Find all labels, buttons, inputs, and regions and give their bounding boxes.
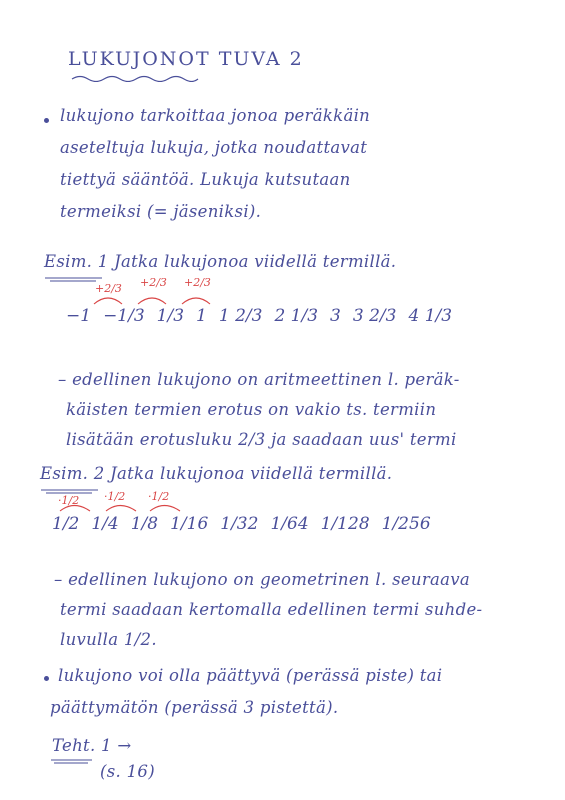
sequence-term: 1/3 bbox=[156, 306, 185, 326]
sequence-term: 3 2/3 bbox=[352, 306, 397, 326]
bullet2-line: lukujono voi olla päättyvä (perässä piste) tai bbox=[58, 666, 443, 685]
page-title: LUKUJONOT TUVA 2 bbox=[68, 48, 304, 70]
sequence-2 bbox=[52, 514, 443, 534]
multiplier-annotation: ·1/2 bbox=[58, 494, 80, 507]
sequence-term: 1/64 bbox=[270, 514, 309, 534]
bullet-dot bbox=[44, 676, 49, 681]
sequence-term: −1/3 bbox=[103, 306, 145, 326]
multiplier-arrows bbox=[56, 500, 196, 514]
sequence-term: 1/32 bbox=[220, 514, 259, 534]
increment-annotation: +2/3 bbox=[184, 276, 211, 289]
sequence-term: 4 1/3 bbox=[408, 306, 453, 326]
example1-note-line: käisten termien erotus on vakio ts. termiin bbox=[66, 400, 437, 419]
intro-line: tiettyä sääntöä. Lukuja kutsutaan bbox=[60, 170, 351, 189]
example2-heading: Esim. 2 Jatka lukujonoa viidellä termillä. bbox=[40, 464, 393, 483]
example2-note-line: luvulla 1/2. bbox=[60, 630, 157, 649]
sequence-term: 3 bbox=[330, 306, 341, 326]
multiplier-annotation: ·1/2 bbox=[148, 490, 170, 503]
multiplier-annotation: ·1/2 bbox=[104, 490, 126, 503]
increment-annotation: +2/3 bbox=[140, 276, 167, 289]
sequence-1 bbox=[66, 306, 464, 326]
sequence-term: −1 bbox=[66, 306, 92, 326]
example1-note-line: – edellinen lukujono on aritmeettinen l. peräk- bbox=[58, 370, 460, 389]
intro-line: lukujono tarkoittaa jonoa peräkkäin bbox=[60, 106, 371, 125]
sequence-term: 1/8 bbox=[130, 514, 159, 534]
task-underline bbox=[50, 758, 94, 764]
example2-note-line: termi saadaan kertomalla edellinen termi suhde- bbox=[60, 600, 483, 619]
intro-line: termeiksi (= jäseniksi). bbox=[60, 202, 262, 221]
bullet-dot bbox=[44, 118, 49, 123]
example2-note-line: – edellinen lukujono on geometrinen l. seuraava bbox=[54, 570, 471, 589]
example1-note-line: lisätään erotusluku 2/3 ja saadaan uus' termi bbox=[66, 430, 457, 449]
title-underline bbox=[70, 74, 200, 82]
sequence-term: 1 2/3 bbox=[218, 306, 263, 326]
sequence-term: 1 bbox=[196, 306, 207, 326]
task-label: Teht. 1 → bbox=[52, 736, 132, 755]
task-reference: (s. 16) bbox=[100, 762, 155, 781]
sequence-term: 2 1/3 bbox=[274, 306, 319, 326]
example1-heading: Esim. 1 Jatka lukujonoa viidellä termillä. bbox=[44, 252, 397, 271]
sequence-term: 1/128 bbox=[320, 514, 370, 534]
intro-line: aseteltuja lukuja, jotka noudattavat bbox=[60, 138, 368, 157]
sequence-term: 1/4 bbox=[91, 514, 119, 534]
sequence-term: 1/16 bbox=[170, 514, 209, 534]
sequence-term: 1/256 bbox=[381, 514, 431, 534]
sequence-term: 1/2 bbox=[52, 514, 80, 534]
increment-annotation: +2/3 bbox=[95, 282, 122, 295]
bullet2-line: päättymätön (perässä 3 pistettä). bbox=[50, 698, 339, 717]
